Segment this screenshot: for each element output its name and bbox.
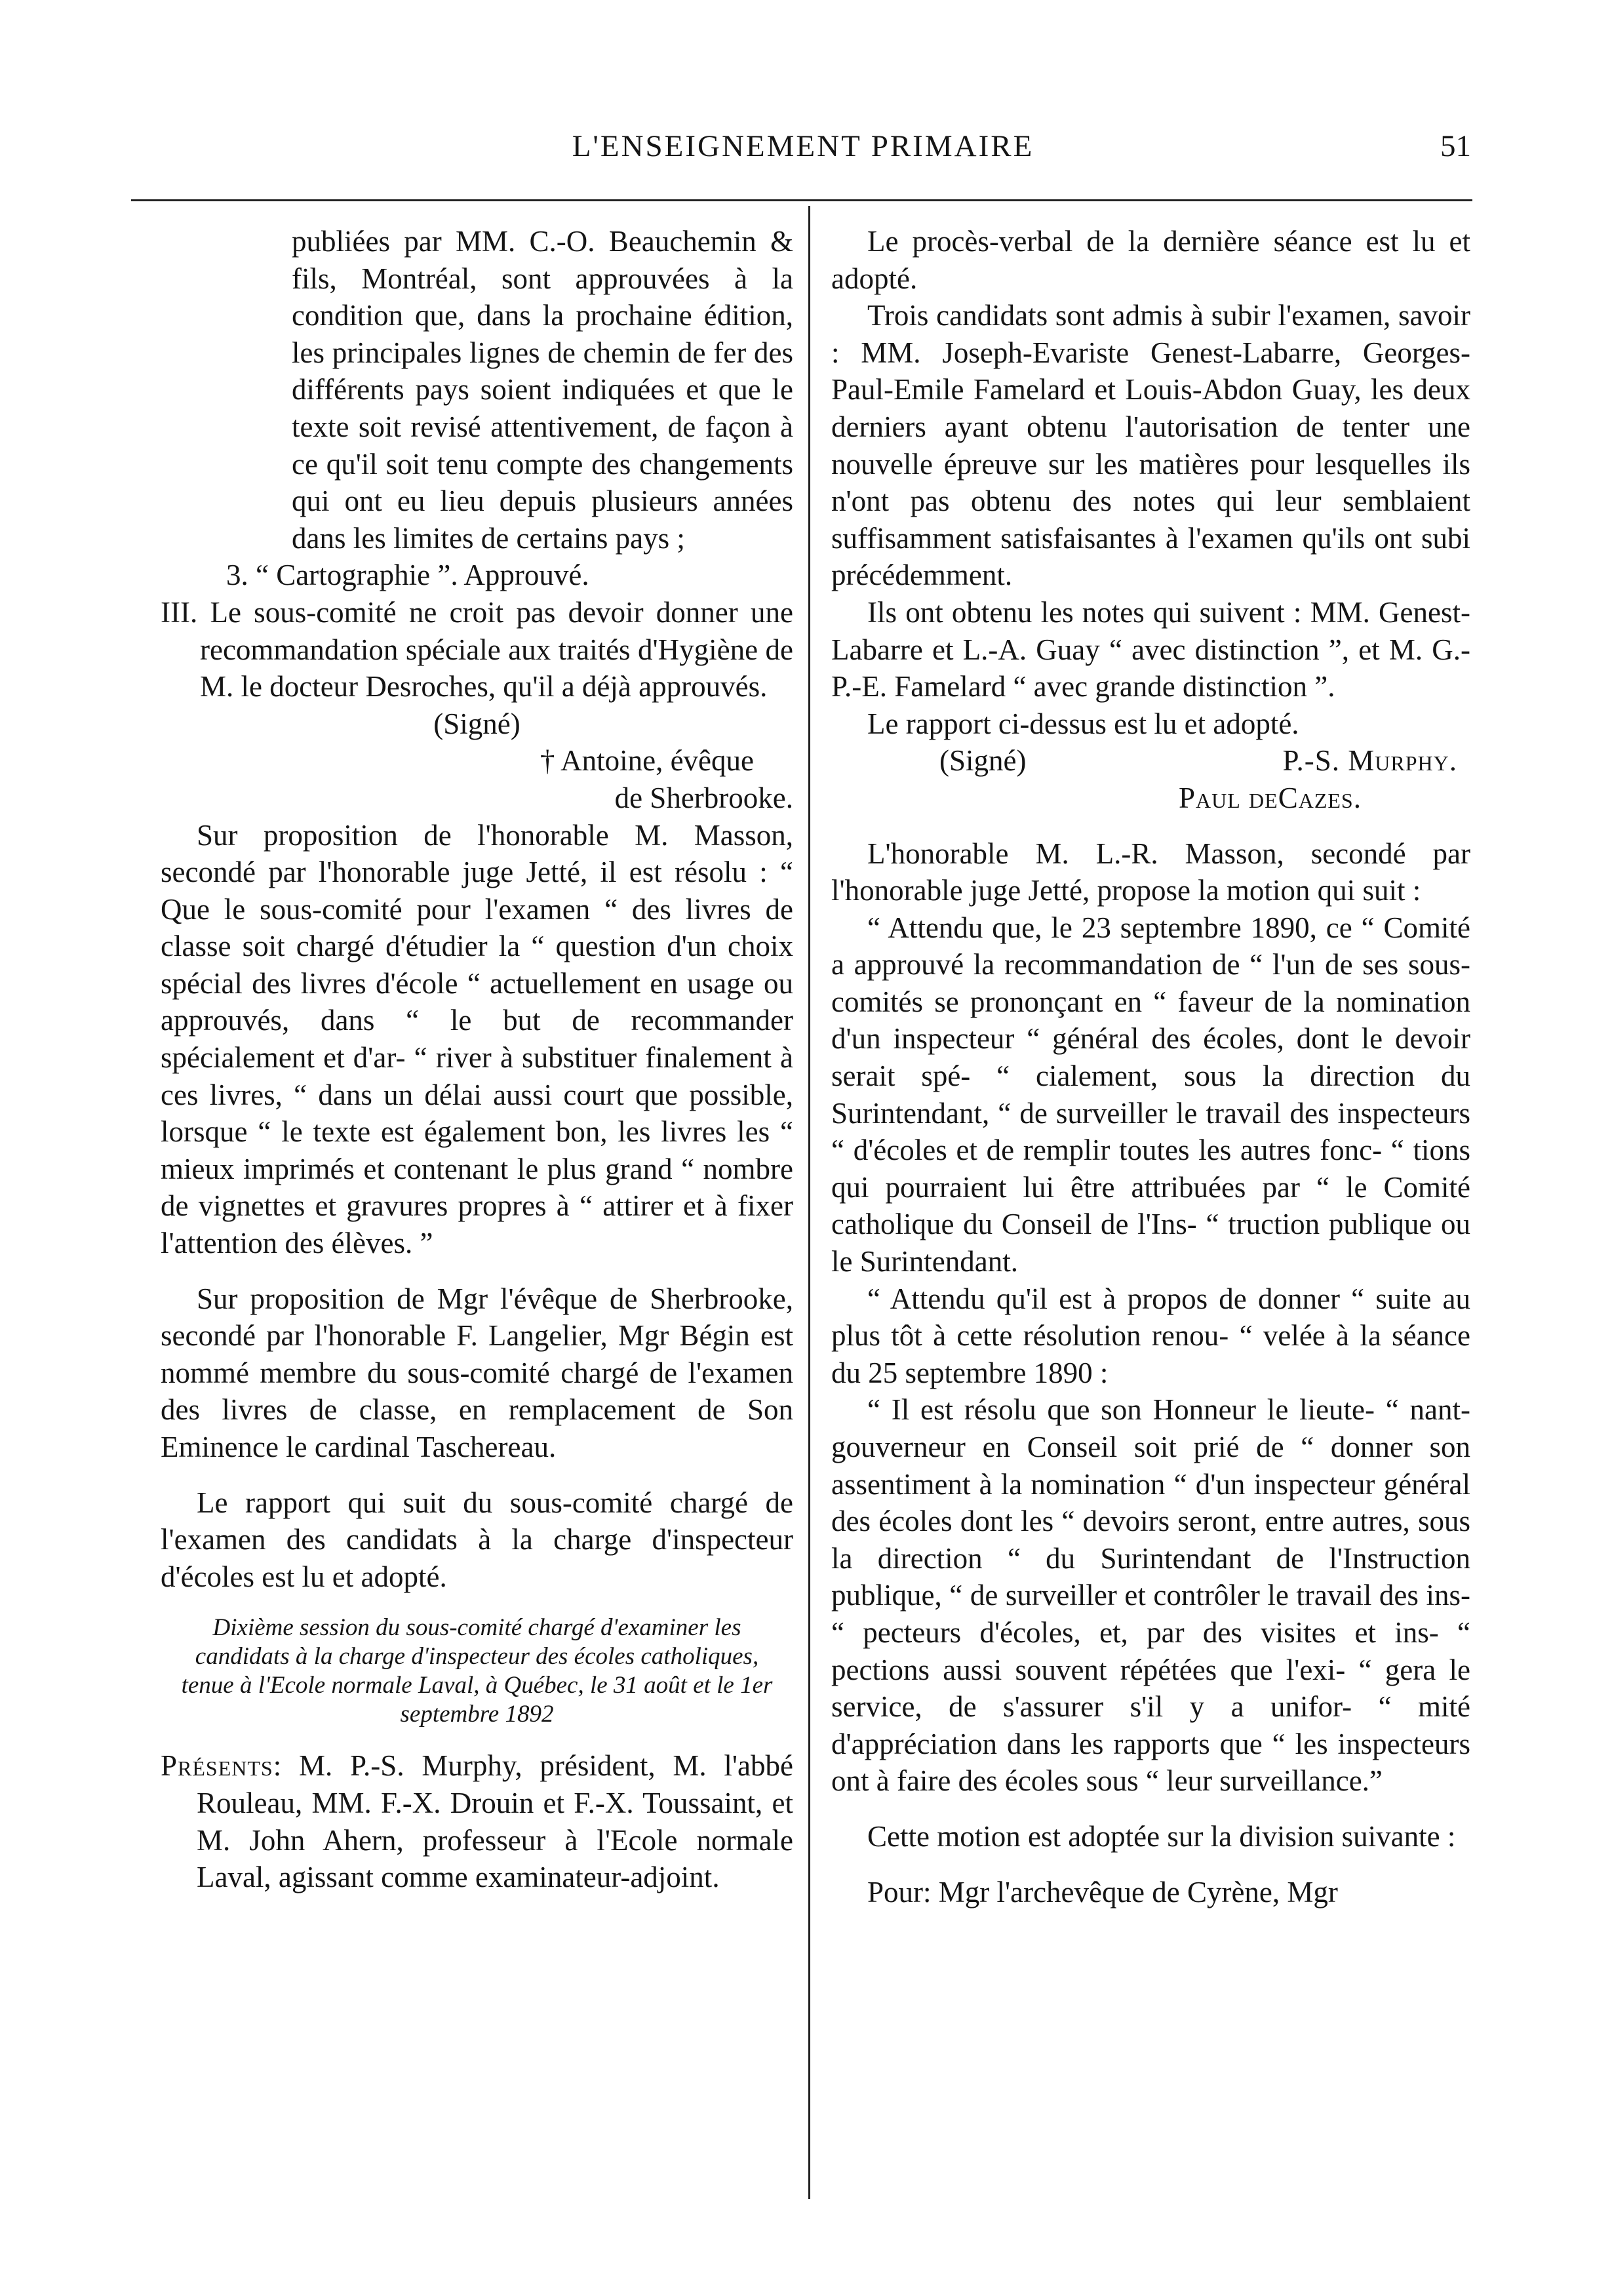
signature-label: (Signé) (433, 707, 521, 740)
signature-name: † Antoine, évêque (540, 744, 754, 778)
right-column (831, 223, 1470, 1910)
header-rule (131, 199, 1472, 201)
signature-row (831, 742, 1470, 780)
paragraph-iii: III. Le sous-comité ne croit pas devoir donner une recommandation spéciale aux traités d'Hygiène de M. le docteur Desroches, qu'il a déjà approuvés. (161, 595, 793, 703)
presents-label: Présents (161, 1749, 273, 1783)
column-divider (808, 206, 810, 2199)
paragraph-pour: Pour: Mgr l'archevêque de Cyrène, Mgr (867, 1875, 1338, 1909)
paragraph-rapport-adopte: Le rapport ci-dessus est lu et adopté. (867, 707, 1299, 740)
page-header (131, 129, 1475, 174)
paragraph-resolu: “ Il est résolu que son Honneur le lieute- “ nant-gouverneur en Conseil soit prié de “ donner son assentiment à la nomination “ d'un inspecteur général des écoles dont les “ devoirs seront, entre autres, sous la direction “ du Surintendant de l'Instruction publique, “ de surveiller et contrôler le travail des ins- “ pecteurs d'écoles, et, par des visites et ins- “ pections aussi souvent répétées que l'exi- “ gera le service, de s'assurer s'il y a unifor- “ mité d'appréciation dans les rapports que “ les inspecteurs ont à faire des écoles sous “ leur surveillance.” (831, 1393, 1470, 1798)
session-heading: Dixième session du sous-comité chargé d'examiner les candidats à la charge d'inspecteur des écoles catholiques, tenue à l'Ecole normale Laval, à Québec, le 31 août et le 1er septembre 1892 (181, 1614, 773, 1728)
paragraph-candidats: Trois candidats sont admis à subir l'examen, savoir : MM. Joseph-Evariste Genest-Labarre, Georges-Paul-Emile Famelard et Louis-Abdon Guay, les deux derniers ayant obtenu l'autorisation de tenter une nouvelle épreuve sur les matières pour lesquelles ils n'ont pas obtenu des notes qui leur semblaient suffisamment satisfaisantes à l'examen qu'ils ont subi précédemment. (831, 299, 1470, 592)
paragraph-presents (161, 1747, 793, 1895)
paragraph-rapport: Le rapport qui suit du sous-comité chargé de l'examen des candidats à la charge d'inspecteur d'écoles est lu et adopté. (161, 1486, 793, 1593)
paragraph-proces-verbal: Le procès-verbal de la dernière séance est lu et adopté. (831, 225, 1470, 295)
running-title: L'ENSEIGNEMENT PRIMAIRE (572, 129, 1034, 163)
page-number: 51 (1440, 129, 1471, 163)
signature-label: (Signé) (939, 744, 1027, 778)
paragraph-attendu-2: “ Attendu qu'il est à propos de donner “ suite au plus tôt à cette résolution renou- “ velée à la séance du 25 septembre 1890 : (831, 1282, 1470, 1389)
paragraph-notes: Ils ont obtenu les notes qui suivent : MM. Genest-Labarre et L.-A. Guay “ avec distinction ”, et M. G.-P.-E. Famelard “ avec grande distinction ”. (831, 595, 1470, 703)
paragraph-eveque: Sur proposition de Mgr l'évêque de Sherbrooke, secondé par l'honorable F. Langelier, Mgr Bégin est nommé membre du sous-comité chargé de l'examen des livres de classe, en remplacement de Son Eminence le cardinal Taschereau. (161, 1282, 793, 1463)
paragraph-division: Cette motion est adoptée sur la division suivante : (867, 1819, 1456, 1853)
paragraph-beauchemin: publiées par MM. C.-O. Beauchemin & fils, Montréal, sont approuvées à la condition que, dans la prochaine édition, les principales lignes de chemin de fer des différents pays soient indiquées et que le texte soit revisé attentivement, de façon à ce qu'il soit tenu compte des changements qui ont eu lieu depuis plusieurs années dans les limites de certains pays ; (292, 225, 793, 555)
signature-murphy: P.-S. Murphy. (1282, 744, 1457, 778)
signature-decazes: Paul deCazes. (1179, 781, 1362, 814)
presents-text: : M. P.-S. Murphy, président, M. l'abbé Rouleau, MM. F.-X. Drouin et F.-X. Toussaint, et M. John Ahern, professeur à l'Ecole normale Laval, agissant comme examinateur-adjoint. (197, 1749, 793, 1894)
paragraph-attendu-1: “ Attendu que, le 23 septembre 1890, ce “ Comité a approuvé la recommandation de “ l'un de ses sous-comités se prononçant en “ faveur de la nomination d'un inspecteur “ général des écoles, dont le devoir serait spé- “ cialement, sous la direction du Surintendant, “ de surveiller le travail des inspecteurs “ d'écoles et de remplir toutes les autres fonc- “ tions qui pourraient lui être attribuées par “ le Comité catholique du Conseil de l'Ins- “ truction publique ou le Surintendant. (831, 911, 1470, 1278)
paragraph-motion: L'honorable M. L.-R. Masson, secondé par l'honorable juge Jetté, propose la motion qui suit : (831, 837, 1470, 907)
paragraph-masson: Sur proposition de l'honorable M. Masson, secondé par l'honorable juge Jetté, il est résolu : “ Que le sous-comité pour l'examen “ des livres de classe soit chargé d'étudier la “ question d'un choix spécial des livres d'école “ actuellement en usage ou approuvés, dans “ le but de recommander spécialement et d'ar- “ river à substituer finalement à ces livres, “ dans un délai aussi court que possible, lorsque “ le texte est également bon, les livres les “ mieux imprimés et contenant le plus grand “ nombre de vignettes et gravures propres à “ attirer et à fixer l'attention des élèves. ” (161, 818, 793, 1260)
item-cartographie: 3. “ Cartographie ”. Approuvé. (226, 559, 589, 592)
signature-place: de Sherbrooke. (614, 781, 793, 814)
left-column (161, 223, 793, 1896)
